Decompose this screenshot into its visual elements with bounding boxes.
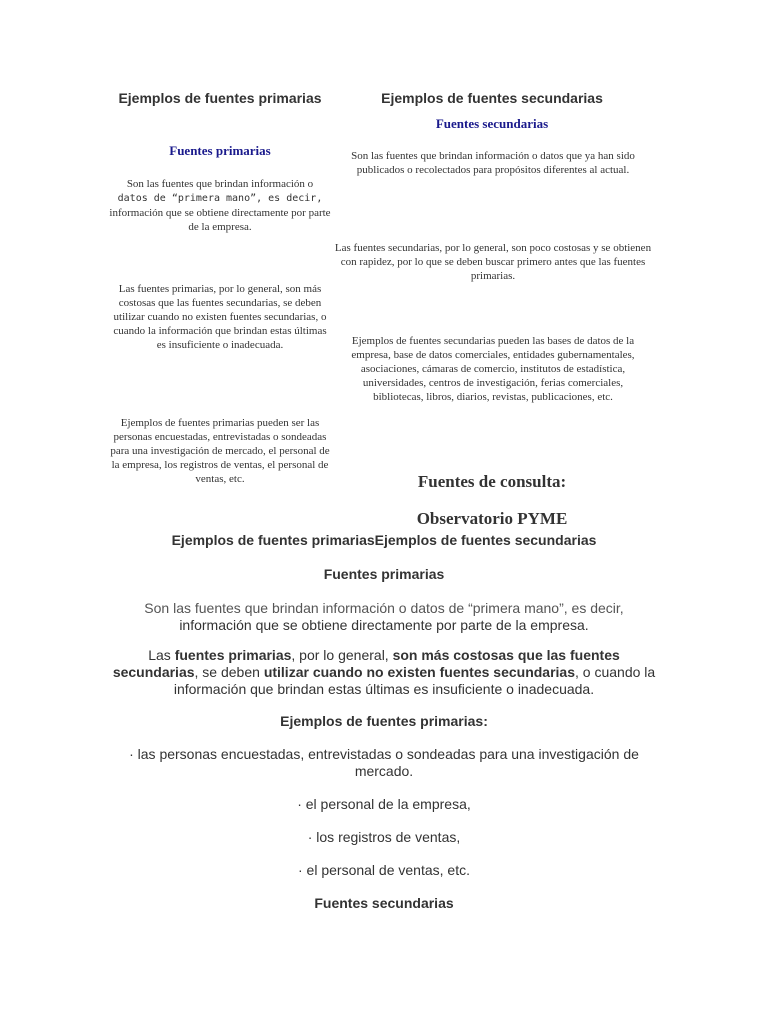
definition-line-1: Son las fuentes que brindan información o datos de “primera mano”, es decir, — [144, 600, 624, 616]
bullet-item-4 — [84, 862, 684, 879]
secundarias-heading: Fuentes secundarias — [314, 895, 454, 911]
bullet-item-1-text: · las personas encuestadas, entrevistadas o sondeadas para una investigación de mercado. — [129, 746, 639, 779]
bullet-item-2 — [84, 796, 684, 813]
cost-part-3: , por lo general, — [291, 647, 393, 663]
examples-heading: Ejemplos de fuentes primarias: — [280, 713, 488, 729]
right-examples-text: Ejemplos de fuentes secundarias pueden las bases de datos de la empresa, base de datos comerciales, entidades gubernamentales, asociaciones, cámaras de comercio, institutos de estadística, universidades, centros de investigación, ferias comerciales, bibliotecas, libros, diarios, revistas, publicaciones, etc. — [351, 335, 635, 403]
definition-line-2: información que se obtiene directamente por parte de la empresa. — [179, 617, 589, 633]
consult-title: Fuentes de consulta: — [417, 472, 567, 491]
cost-part-1: Las — [148, 647, 175, 663]
right-paragraph-definition — [336, 149, 650, 177]
left-examples-text: Ejemplos de fuentes primarias pueden ser las personas encuestadas, entrevistadas o sondeadas para una investigación de mercado, el personal de la empresa, los registros de ventas, el personal de ventas, etc. — [110, 417, 330, 485]
left-def-part-1: Son las fuentes que brindan información o — [126, 178, 314, 190]
combined-heading: Ejemplos de fuentes primariasEjemplos de fuentes secundarias — [171, 532, 597, 548]
left-paragraph-definition — [108, 177, 332, 234]
bullet-item-1 — [104, 746, 664, 780]
right-paragraph-cost — [334, 241, 652, 283]
right-column-heading: Ejemplos de fuentes secundarias — [381, 90, 603, 106]
left-column-heading: Ejemplos de fuentes primarias — [118, 90, 322, 106]
left-cost-text: Las fuentes primarias, por lo general, son más costosas que las fuentes secundarias, se deben utilizar cuando no existen fuentes secundarias, o cuando la información que brindan estas últimas es insuficiente o inadecuada. — [113, 283, 327, 351]
cost-part-2: fuentes primarias — [174, 647, 292, 663]
cost-part-6: utilizar cuando no existen fuentes secundarias — [263, 664, 576, 680]
left-def-part-3: información que se obtiene directamente por parte de la empresa. — [109, 207, 331, 233]
cost-paragraph — [112, 647, 656, 698]
right-def-text: Son las fuentes que brindan información o datos que ya han sido publicados o recolectados para propósitos diferentes al actual. — [351, 150, 635, 176]
left-def-part-2: datos de “primera mano”, es decir, — [117, 193, 323, 204]
bullet-item-2-text: · el personal de la empresa, — [297, 796, 471, 812]
definition-paragraph — [100, 600, 668, 634]
bullet-item-3-text: · los registros de ventas, — [307, 829, 461, 845]
cost-part-4: son más costosas que las fuentes secundarias — [112, 647, 620, 680]
right-column-subheading: Fuentes secundarias — [435, 116, 549, 131]
bullet-item-3 — [84, 829, 684, 846]
consult-source: Observatorio PYME — [416, 509, 568, 528]
cost-part-5: , se deben — [194, 664, 264, 680]
right-paragraph-examples — [338, 334, 648, 404]
primarias-heading: Fuentes primarias — [323, 566, 445, 582]
left-paragraph-examples — [108, 416, 332, 486]
left-column-subheading: Fuentes primarias — [169, 143, 271, 158]
left-paragraph-cost — [110, 282, 330, 352]
bullet-item-4-text: · el personal de ventas, etc. — [298, 862, 470, 878]
right-cost-text: Las fuentes secundarias, por lo general, son poco costosas y se obtienen con rapidez, por lo que se deben buscar primero antes que las fuentes primarias. — [334, 242, 652, 282]
cost-part-7: , o cuando la información que brindan estas últimas es insuficiente o inadecuada. — [173, 664, 656, 697]
